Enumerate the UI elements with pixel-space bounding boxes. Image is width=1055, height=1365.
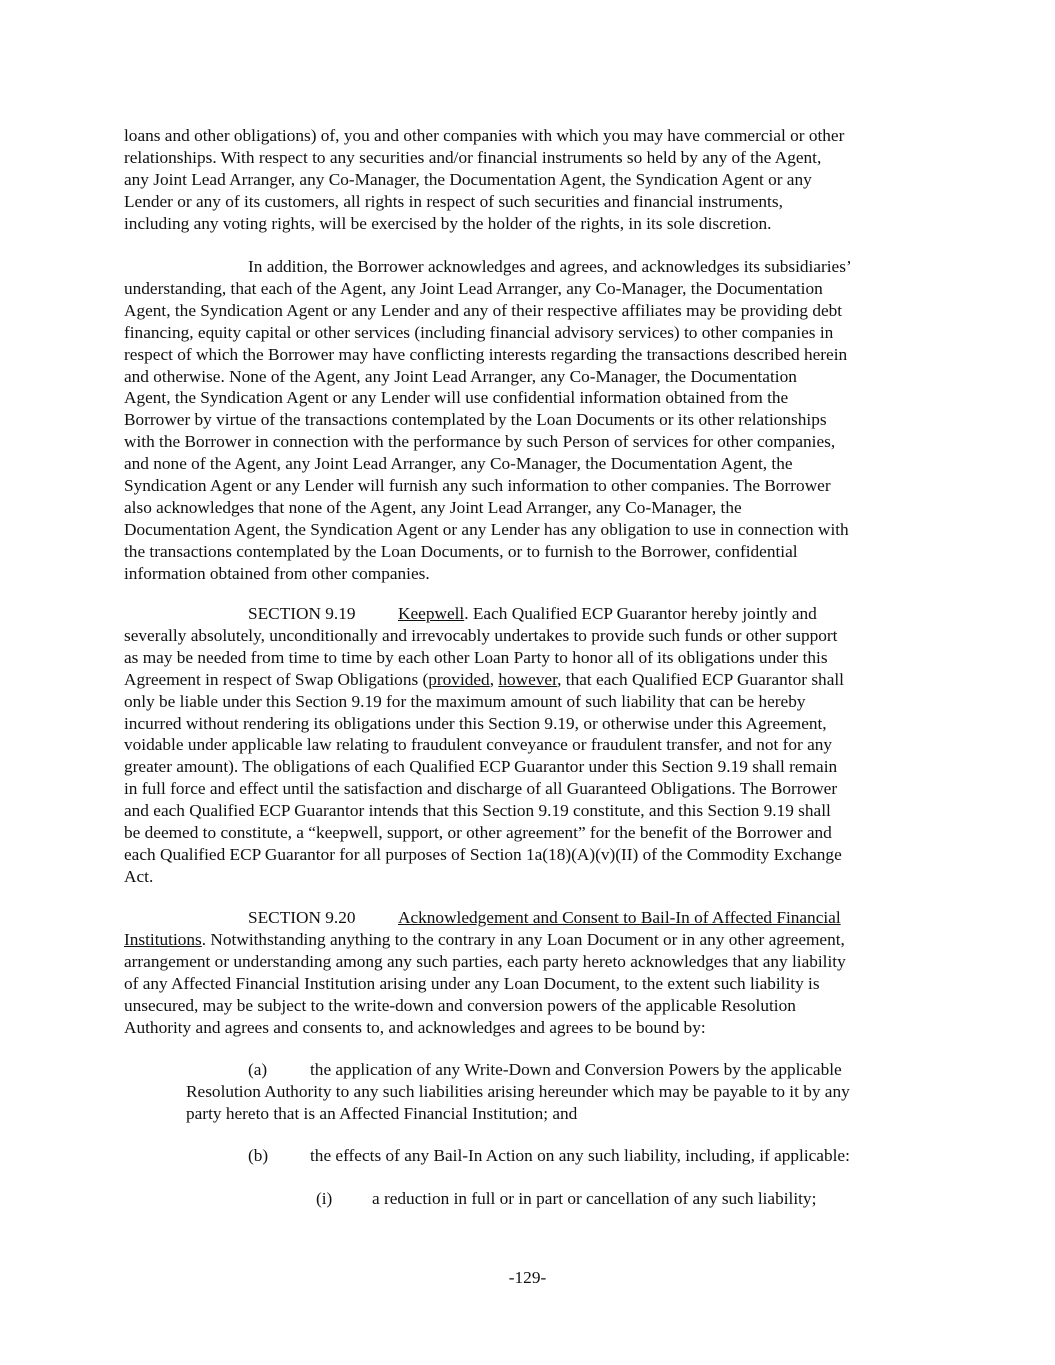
clause-text: the effects of any Bail-In Action on any such liability, including, if applicable:	[310, 1146, 850, 1165]
clause-b	[248, 1145, 850, 1167]
text-line: Agent, the Syndication Agent or any Lender will use confidential information obtained from the	[124, 388, 789, 408]
text-fragment: . Each Qualified ECP Guarantor hereby jointly and	[464, 604, 817, 623]
text-line: of any Affected Financial Institution arising under any Loan Document, to the extent such liability is	[124, 973, 820, 993]
text-line: In addition, the Borrower acknowledges and agrees, and acknowledges its subsidiaries’	[248, 257, 852, 276]
text-line: relationships. With respect to any securities and/or financial instruments so held by any of the Agent,	[124, 147, 822, 167]
text-line: arrangement or understanding among any such parties, each party hereto acknowledges that any liability	[124, 951, 846, 971]
text-line: loans and other obligations) of, you and other companies with which you may have commercial or other	[124, 126, 845, 145]
text-line: Borrower by virtue of the transactions contemplated by the Loan Documents or its other relationships	[124, 410, 827, 430]
clause-label: (b)	[248, 1146, 269, 1165]
provided-term: provided	[428, 669, 490, 689]
text-line: and none of the Agent, any Joint Lead Arranger, any Co-Manager, the Documentation Agent, the	[124, 454, 793, 474]
text-line: financing, equity capital or other services (including financial advisory services) to other companies in	[124, 322, 834, 342]
section-9-20	[124, 907, 924, 1038]
text-line: any Joint Lead Arranger, any Co-Manager, the Documentation Agent, the Syndication Agent or any	[124, 169, 812, 189]
text-line: only be liable under this Section 9.19 for the maximum amount of such liability that can be hereby	[124, 691, 806, 711]
continuation-paragraph	[124, 125, 924, 235]
text-line: Documentation Agent, the Syndication Agent or any Lender has any obligation to use in connection with	[124, 519, 849, 539]
text-line: each Qualified ECP Guarantor for all purposes of Section 1a(18)(A)(v)(II) of the Commodity Exchange	[124, 844, 842, 864]
section-title: Acknowledgement and Consent to Bail-In of Affected Financial	[398, 908, 841, 927]
text-line: greater amount). The obligations of each Qualified ECP Guarantor under this Section 9.19 shall remain	[124, 757, 838, 777]
text-line: party hereto that is an Affected Financial Institution; and	[186, 1103, 578, 1123]
text-line: including any voting rights, will be exercised by the holder of the rights, in its sole discretion.	[124, 213, 772, 233]
text-fragment: ,	[489, 669, 499, 689]
text-fragment: the application of any Write-Down and Conversion Powers by the applicable	[310, 1060, 842, 1079]
text-line: Resolution Authority to any such liabilities arising hereunder which may be payable to it by any	[186, 1081, 850, 1101]
clause-a	[186, 1059, 926, 1125]
text-line: unsecured, may be subject to the write-down and conversion powers of the applicable Resolution	[124, 995, 796, 1015]
text-fragment: Agreement in respect of Swap Obligations (	[124, 669, 429, 689]
text-line: severally absolutely, unconditionally and irrevocably undertakes to provide such funds or other support	[124, 625, 838, 645]
text-fragment: , that each Qualified ECP Guarantor shall	[557, 669, 844, 689]
section-heading-line	[124, 907, 924, 929]
section-title: Keepwell	[398, 604, 465, 623]
text-line: also acknowledges that none of the Agent, any Joint Lead Arranger, any Co-Manager, the	[124, 497, 742, 517]
text-line: and each Qualified ECP Guarantor intends that this Section 9.19 constitute, and this Section 9.19 shall	[124, 801, 831, 821]
clause-text: a reduction in full or in part or cancellation of any such liability;	[372, 1189, 817, 1208]
page-number: -129-	[508, 1268, 547, 1287]
section-heading-line	[124, 603, 924, 625]
text-line: information obtained from other companies.	[124, 563, 430, 583]
text-line: be deemed to constitute, a “keepwell, support, or other agreement” for the benefit of the Borrower and	[124, 823, 832, 843]
text-line: voidable under applicable law relating to fraudulent conveyance or fraudulent transfer, and not for any	[124, 735, 833, 755]
text-line: understanding, that each of the Agent, any Joint Lead Arranger, any Co-Manager, the Documentation	[124, 278, 823, 298]
text-line	[124, 929, 924, 951]
clause-label: (a)	[248, 1060, 268, 1079]
text-line: Authority and agrees and consents to, and acknowledges and agrees to be bound by:	[124, 1017, 706, 1037]
text-line	[124, 669, 924, 691]
text-line: respect of which the Borrower may have conflicting interests regarding the transactions described herein	[124, 344, 848, 364]
section-number: SECTION 9.20	[248, 908, 356, 927]
text-line: incurred without rendering its obligations under this Section 9.19, or otherwise under this Agreement,	[124, 713, 827, 733]
text-line: and otherwise. None of the Agent, any Joint Lead Arranger, any Co-Manager, the Documentation	[124, 366, 797, 386]
text-line: in full force and effect until the satisfaction and discharge of all Guaranteed Obligations. The Borrower	[124, 779, 838, 799]
text-line: Syndication Agent or any Lender will furnish any such information to other companies. The Borrower	[124, 476, 831, 496]
text-line: with the Borrower in connection with the performance by such Person of services for other companies,	[124, 432, 836, 452]
text-line: Agent, the Syndication Agent or any Lender and any of their respective affiliates may be providing debt	[124, 300, 843, 320]
text-line: Act.	[124, 866, 154, 886]
clause-first-line	[186, 1059, 926, 1081]
section-9-19	[124, 603, 924, 888]
however-term: however	[498, 669, 558, 689]
text-line: the transactions contemplated by the Loan Documents, or to furnish to the Borrower, confidential	[124, 541, 798, 561]
text-fragment: . Notwithstanding anything to the contrary in any Loan Document or in any other agreement,	[201, 929, 845, 949]
section-number: SECTION 9.19	[248, 604, 356, 623]
clause-label: (i)	[316, 1189, 333, 1208]
addition-paragraph	[124, 256, 924, 585]
clause-b-i	[316, 1188, 816, 1210]
section-title-continued: Institutions	[124, 929, 202, 949]
text-line: as may be needed from time to time by each other Loan Party to honor all of its obligations under this	[124, 647, 828, 667]
text-line: Lender or any of its customers, all rights in respect of such securities and financial instruments,	[124, 191, 783, 211]
